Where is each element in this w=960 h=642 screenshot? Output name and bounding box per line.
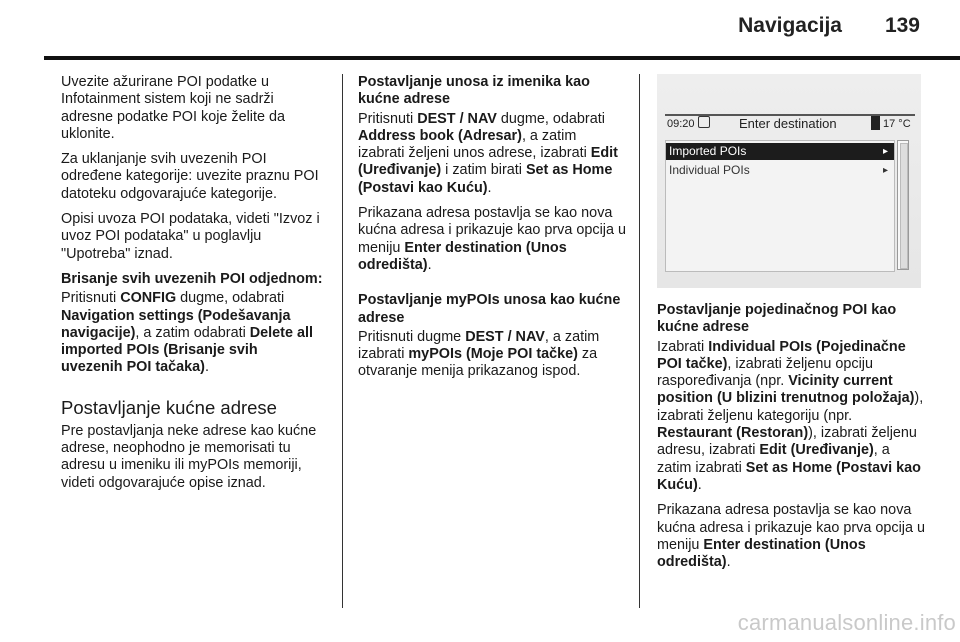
infotainment-screenshot — [657, 74, 921, 288]
subheading: Postavljanje pojedinačnog POI kao kućne adrese — [657, 302, 897, 336]
column-right — [657, 302, 927, 579]
page-header — [0, 0, 960, 56]
section-title: Navigacija — [738, 14, 842, 37]
screen-title: Enter destination — [739, 116, 837, 131]
paragraph: Opisi uvoza POI podataka, videti "Izvoz i uvoz POI podataka" u poglavlju "Upotreba" iznad. — [61, 211, 320, 262]
screen-menu-list — [665, 140, 895, 272]
column-divider — [639, 74, 640, 608]
screen-divider — [665, 114, 915, 116]
subheading: Brisanje svih uvezenih POI odjednom: — [61, 270, 323, 287]
menu-item-individual-pois[interactable]: Individual POIs ▸ — [669, 163, 888, 177]
section-heading: Postavljanje kućne adrese — [61, 396, 277, 418]
menu-item-imported-pois[interactable]: Imported POIs ▸ — [666, 143, 894, 160]
paragraph: Prikazana adresa postavlja se kao nova kućna adresa i prikazuje kao prva opcija u meniju Enter destination (Unos odredišta). — [657, 502, 925, 571]
column-divider — [342, 74, 343, 608]
paragraph: Pre postavljanja neke adrese kao kućne adrese, neophodno je memorisati tu adresu u imeniku ili myPOIs memoriji, videti odgovarajuće opise iznad. — [61, 422, 317, 491]
screen-time: 09:20 — [667, 118, 695, 130]
column-left — [61, 74, 323, 500]
watermark: carmanualsonline.info — [737, 610, 956, 635]
column-middle — [358, 74, 626, 389]
screen-temperature: 17 °C — [883, 118, 911, 130]
page-number: 139 — [884, 14, 920, 37]
chevron-right-icon: ▸ — [882, 165, 888, 176]
paragraph: Izabrati Individual POIs (Pojedinačne POI tačke), izabrati željenu opciju raspoređivanja (npr. Vicinity current position (U blizini trenutnog položaja)), izabrati željenu kategoriju (npr. Restaurant (Restoran)), izabrati željenu adresu, izabrati Edit (Uređivanje), a zatim izabrati Set as Home (Postavi kao Kuću). — [657, 338, 924, 493]
paragraph: Za uklanjanje svih uvezenih POI određene kategorije: uvezite praznu POI datoteku odgovarajuće kategorije. — [61, 151, 319, 202]
subheading: Postavljanje unosa iz imenika kao kućne adrese — [358, 74, 590, 108]
paragraph: Pritisnuti CONFIG dugme, odabrati Navigation settings (Podešavanja navigacije), a zatim odabrati Delete all imported POIs (Brisanje svih uvezenih POI tačaka). — [61, 290, 313, 376]
phone-icon — [871, 116, 880, 130]
scrollbar-thumb[interactable] — [900, 143, 908, 269]
paragraph: Pritisnuti DEST / NAV dugme, odabrati Address book (Adresar), a zatim izabrati željeni unos adrese, izabrati Edit (Uređivanje) i zatim birati Set as Home (Postavi kao Kuću). — [358, 110, 618, 196]
paragraph: Uvezite ažurirane POI podatke u Infotainment sistem koji ne sadrži adresne podatke POI koje želite da uklonite. — [61, 74, 285, 142]
paragraph: Prikazana adresa postavlja se kao nova kućna adresa i prikazuje kao prva opcija u meniju Enter destination (Unos odredišta). — [358, 205, 626, 273]
clock-icon — [698, 116, 710, 128]
scrollbar[interactable] — [897, 140, 909, 270]
chevron-right-icon: ▸ — [882, 146, 888, 157]
subheading: Postavljanje myPOIs unosa kao kućne adrese — [358, 292, 621, 326]
paragraph: Pritisnuti dugme DEST / NAV, a zatim izabrati myPOIs (Moje POI tačke) za otvaranje menija prikazanog ispod. — [358, 328, 600, 380]
header-rule — [44, 56, 960, 60]
